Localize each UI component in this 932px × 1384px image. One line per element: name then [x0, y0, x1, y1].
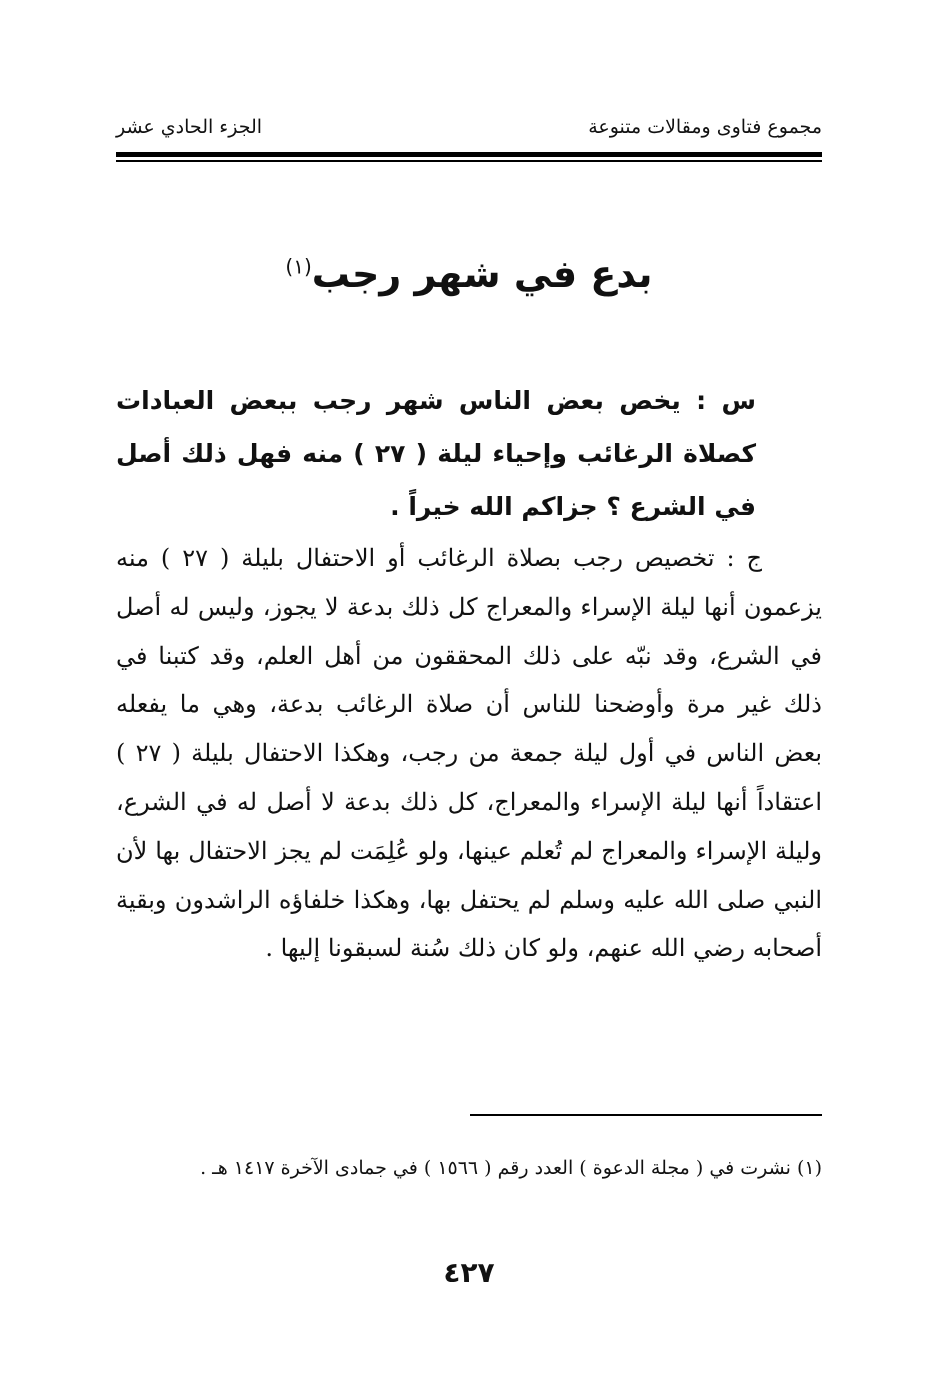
header-rule-thin	[116, 160, 822, 162]
question-paragraph: س : يخص بعض الناس شهر رجب ببعض العبادات كصلاة الرغائب وإحياء ليلة ( ٢٧ ) منه فهل ذلك أصل في الشرع ؟ جزاكم الله خيراً .	[116, 386, 756, 521]
answer-text: ج : تخصيص رجب بصلاة الرغائب أو الاحتفال بليلة ( ٢٧ ) منه يزعمون أنها ليلة الإسراء والمعراج كل ذلك بدعة لا يجوز، وليس له أصل في الشرع، وقد نبّه على ذلك المحققون من أهل العلم، وقد كتبنا في ذلك غير مرة وأوضحنا للناس أن صلاة الرغائب بدعة، وهي ما يفعله بعض الناس في أول ليلة جمعة من رجب، وهكذا الاحتفال بليلة ( ٢٧ ) اعتقاداً أنها ليلة الإسراء والمعراج، كل ذلك بدعة لا أصل له في الشرع، وليلة الإسراء والمعراج لم تُعلم عينها، ولو عُلِمَت لم يجز الاحتفال بها لأن النبي صلى الله عليه وسلم لم يحتفل بها، وهكذا خلفاؤه الراشدون وبقية أصحابه رضي الله عنهم، ولو كان ذلك سُنة لسبقونا إليها .	[116, 544, 822, 963]
header-book-title: مجموع فتاوى ومقالات متنوعة	[588, 116, 822, 138]
running-header	[116, 116, 822, 152]
title-footnote-marker: (١)	[285, 254, 312, 279]
footnote-separator	[470, 1114, 822, 1116]
article-title-text: بدع في شهر رجب	[311, 252, 653, 296]
header-volume: الجزء الحادي عشر	[116, 116, 263, 138]
page-number: ٤٢٧	[443, 1256, 495, 1289]
article-title	[116, 252, 822, 296]
footnote: (١) نشرت في ( مجلة الدعوة ) العدد رقم ( ١٥٦٦ ) في جمادى الآخرة ١٤١٧ هـ .	[200, 1157, 822, 1179]
header-rule-thick	[116, 152, 822, 157]
answer-paragraph	[116, 534, 822, 973]
